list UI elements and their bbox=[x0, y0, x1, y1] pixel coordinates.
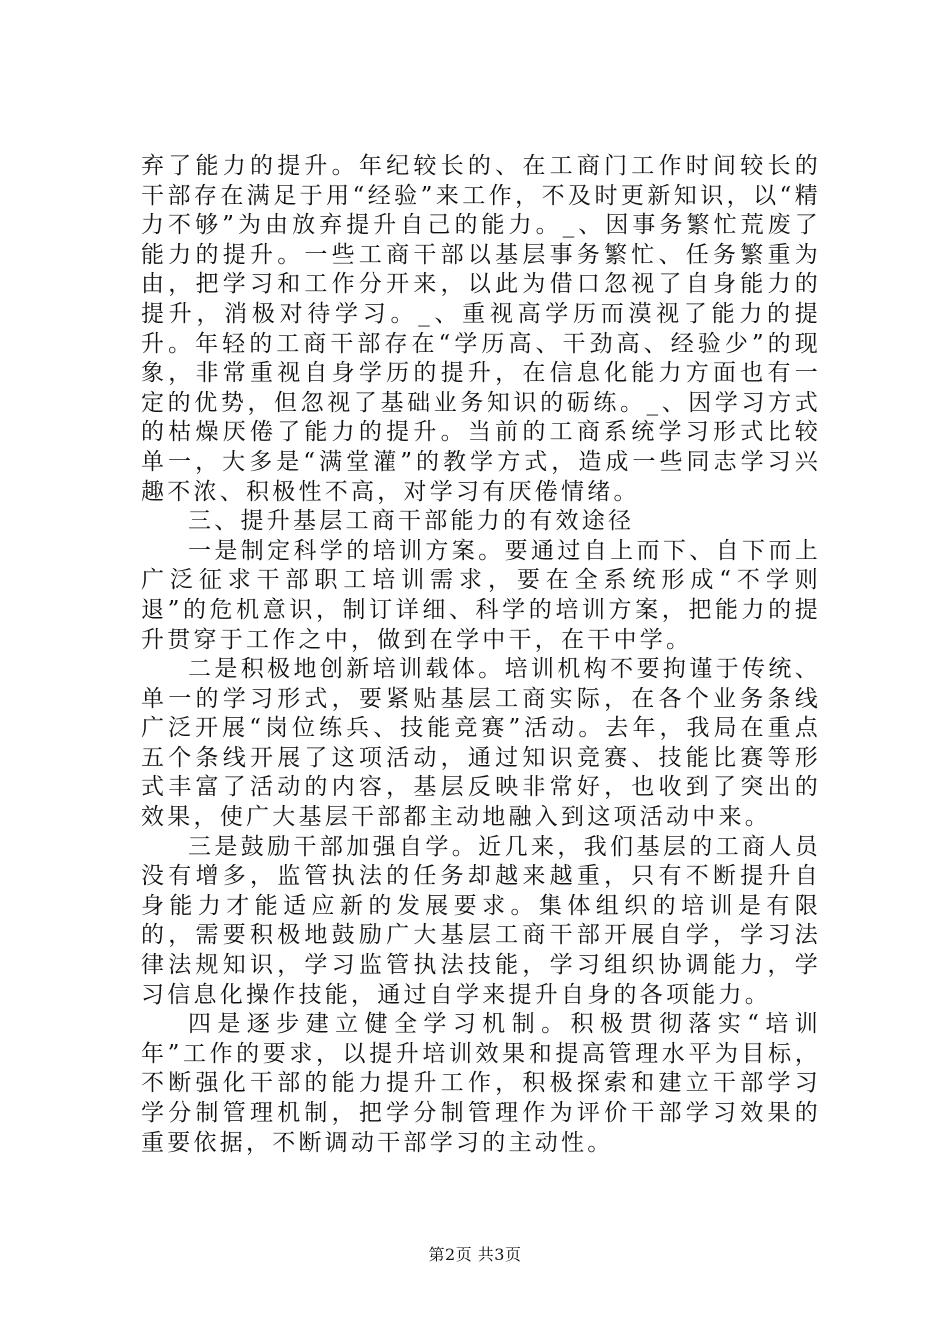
paragraph-continued: 弃了能力的提升。年纪较长的、在工商门工作时间较长的干部存在满足于用“经验”来工作，不及时更新知识，以“精力不够”为由放弃提升自己的能力。_、因事务繁忙荒废了能力的提升。一些工商干部以基层事务繁忙、任务繁重为由，把学习和工作分开来，以此为借口忽视了自身能力的提升，消极对待学习。_、重视高学历而漠视了能力的提升。年轻的工商干部存在“学历高、干劲高、经验少”的现象，非常重视自身学历的提升，在信息化能力方面也有一定的优势，但忽视了基础业务知识的砺练。_、因学习方式的枯燥厌倦了能力的提升。当前的工商系统学习形式比较单一，大多是“满堂灌”的教学方式，造成一些同志学习兴趣不浓、积极性不高，对学习有厌倦情绪。 bbox=[141, 153, 821, 505]
document-body bbox=[141, 152, 821, 1158]
paragraph-learning-mechanism: 四是逐步建立健全学习机制。积极贯彻落实“培训年”工作的要求，以提升培训效果和提高管理水平为目标，不断强化干部的能力提升工作，积极探索和建立干部学习学分制管理机制，把学分制管理作为评价干部学习效果的重要依据，不断调动干部学习的主动性。 bbox=[141, 1011, 821, 1156]
paragraph-self-study: 三是鼓励干部加强自学。近几来，我们基层的工商人员没有增多，监管执法的任务却越来越重，只有不断提升自身能力才能适应新的发展要求。集体组织的培训是有限的，需要积极地鼓励广大基层工商干部开展自学，学习法律法规知识，学习监管执法技能，学习组织协调能力，学习信息化操作技能，通过自学来提升自身的各项能力。 bbox=[141, 833, 821, 1008]
page-number-footer: 第2页 共3页 bbox=[428, 1245, 522, 1264]
paragraph-training-carrier: 二是积极地创新培训载体。培训机构不要拘谨于传统、单一的学习形式，要紧贴基层工商实际，在各个业务条线广泛开展“岗位练兵、技能竞赛”活动。去年，我局在重点五个条线开展了这项活动，通过知识竞赛、技能比赛等形式丰富了活动的内容，基层反映非常好，也收到了突出的效果，使广大基层干部都主动地融入到这项活动中来。 bbox=[141, 656, 821, 831]
section-heading: 三、提升基层工商干部能力的有效途径 bbox=[188, 508, 635, 535]
paragraph-training-plan: 一是制定科学的培训方案。要通过自上而下、自下而上广泛征求干部职工培训需求，要在全系统形成“不学则退”的危机意识，制订详细、科学的培训方案，把能力的提升贯穿于工作之中，做到在学中干，在干中学。 bbox=[141, 537, 821, 653]
